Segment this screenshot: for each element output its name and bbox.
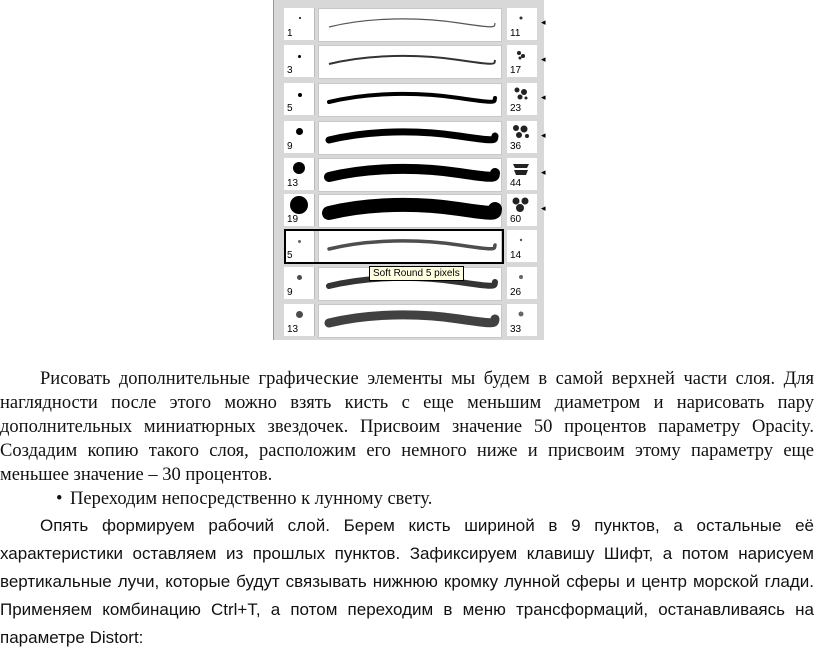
brush-stroke-preview	[318, 83, 502, 117]
brush-thumbnail	[284, 304, 315, 336]
brush-size-label: 3	[287, 65, 293, 76]
brush-tooltip: Soft Round 5 pixels	[369, 266, 464, 281]
brush-row[interactable]	[284, 82, 544, 116]
brush-size-label: 5	[287, 103, 293, 114]
brush-thumbnail	[507, 8, 537, 40]
paragraph-2	[0, 512, 814, 652]
brush-stroke-preview	[318, 158, 502, 192]
paragraph-1-text: Рисовать дополнительные графические элементы мы будем в самой верхней части слоя. Для наглядности после этого можно взять кисть с еще меньшим диаметром и нарисовать пару дополнительных миниатюрных звездочек. Присвоим значение 50 процентов параметру Opacity. Создадим копию такого слоя, расположим его немного ниже и присвоим этому параметру еще меньшее значение – 30 процентов.	[0, 369, 814, 485]
brush-row-selected[interactable]	[284, 229, 544, 263]
brush-size-label: 13	[287, 178, 299, 189]
brush-thumbnail	[507, 267, 537, 299]
brush-thumbnail	[507, 83, 537, 115]
brush-size-label: 26	[510, 287, 522, 298]
brush-thumbnail	[284, 8, 315, 40]
bullet-text: Переходим непосредственно к лунному свету.	[70, 489, 433, 509]
arrow-icon: ◂	[541, 167, 546, 177]
brush-thumbnail	[507, 158, 537, 190]
brush-row[interactable]	[284, 157, 544, 191]
brush-thumbnail	[284, 194, 315, 226]
brush-thumbnail	[507, 45, 537, 77]
brush-thumbnail	[284, 45, 315, 77]
brush-thumbnail	[284, 83, 315, 115]
arrow-icon: ◂	[541, 130, 546, 140]
brush-size-label: 44	[510, 178, 522, 189]
brush-size-label: 11	[510, 28, 521, 39]
brush-thumbnail	[507, 304, 537, 336]
brush-thumbnail	[284, 121, 315, 153]
arrow-icon: ◂	[541, 54, 546, 64]
brush-stroke-preview	[318, 194, 502, 228]
brush-size-label: 9	[287, 287, 293, 298]
brush-row[interactable]	[284, 193, 544, 227]
brush-size-label: 9	[287, 141, 293, 152]
brush-size-label: 17	[510, 65, 522, 76]
brush-row[interactable]	[284, 7, 544, 41]
brush-thumbnail	[507, 230, 537, 262]
brush-size-label: 60	[510, 214, 522, 225]
arrow-icon: ◂	[541, 17, 546, 27]
arrow-icon: ◂	[541, 92, 546, 102]
bullet-icon: •	[56, 489, 63, 509]
brush-size-label: 33	[510, 324, 522, 335]
brush-thumbnail	[507, 194, 537, 226]
brush-size-label: 19	[287, 214, 299, 225]
brush-palette-screenshot	[273, 0, 544, 340]
brush-stroke-preview	[318, 121, 502, 155]
brush-size-label: 23	[510, 103, 522, 114]
bullet-item	[56, 487, 432, 511]
brush-row[interactable]	[284, 44, 544, 78]
paragraph-1	[0, 367, 814, 487]
selection-frame	[284, 229, 504, 264]
brush-size-label: 13	[287, 324, 299, 335]
brush-row[interactable]	[284, 120, 544, 154]
brush-size-label: 5	[287, 250, 293, 261]
arrow-icon: ◂	[541, 203, 546, 213]
brush-stroke-preview	[318, 304, 502, 338]
brush-thumbnail	[284, 158, 315, 190]
brush-size-label: 1	[287, 28, 293, 39]
paragraph-2-text: Опять формируем рабочий слой. Берем кисть шириной в 9 пунктов, а остальные её характеристики оставляем из прошлых пунктов. Зафиксируем клавишу Шифт, а потом нарисуем вертикальные лучи, которые будут связывать нижнюю кромку лунной сферы и центр морской глади. Применяем комбинацию Ctrl+T, а потом переходим в меню трансформаций, останавливаясь на параметре Distort:	[0, 516, 814, 647]
brush-size-label: 14	[510, 250, 522, 261]
brush-row[interactable]	[284, 303, 544, 337]
brush-stroke-preview	[318, 45, 502, 79]
brush-thumbnail	[284, 267, 315, 299]
brush-size-label: 36	[510, 141, 522, 152]
brush-thumbnail	[507, 121, 537, 153]
brush-stroke-preview	[318, 8, 502, 42]
